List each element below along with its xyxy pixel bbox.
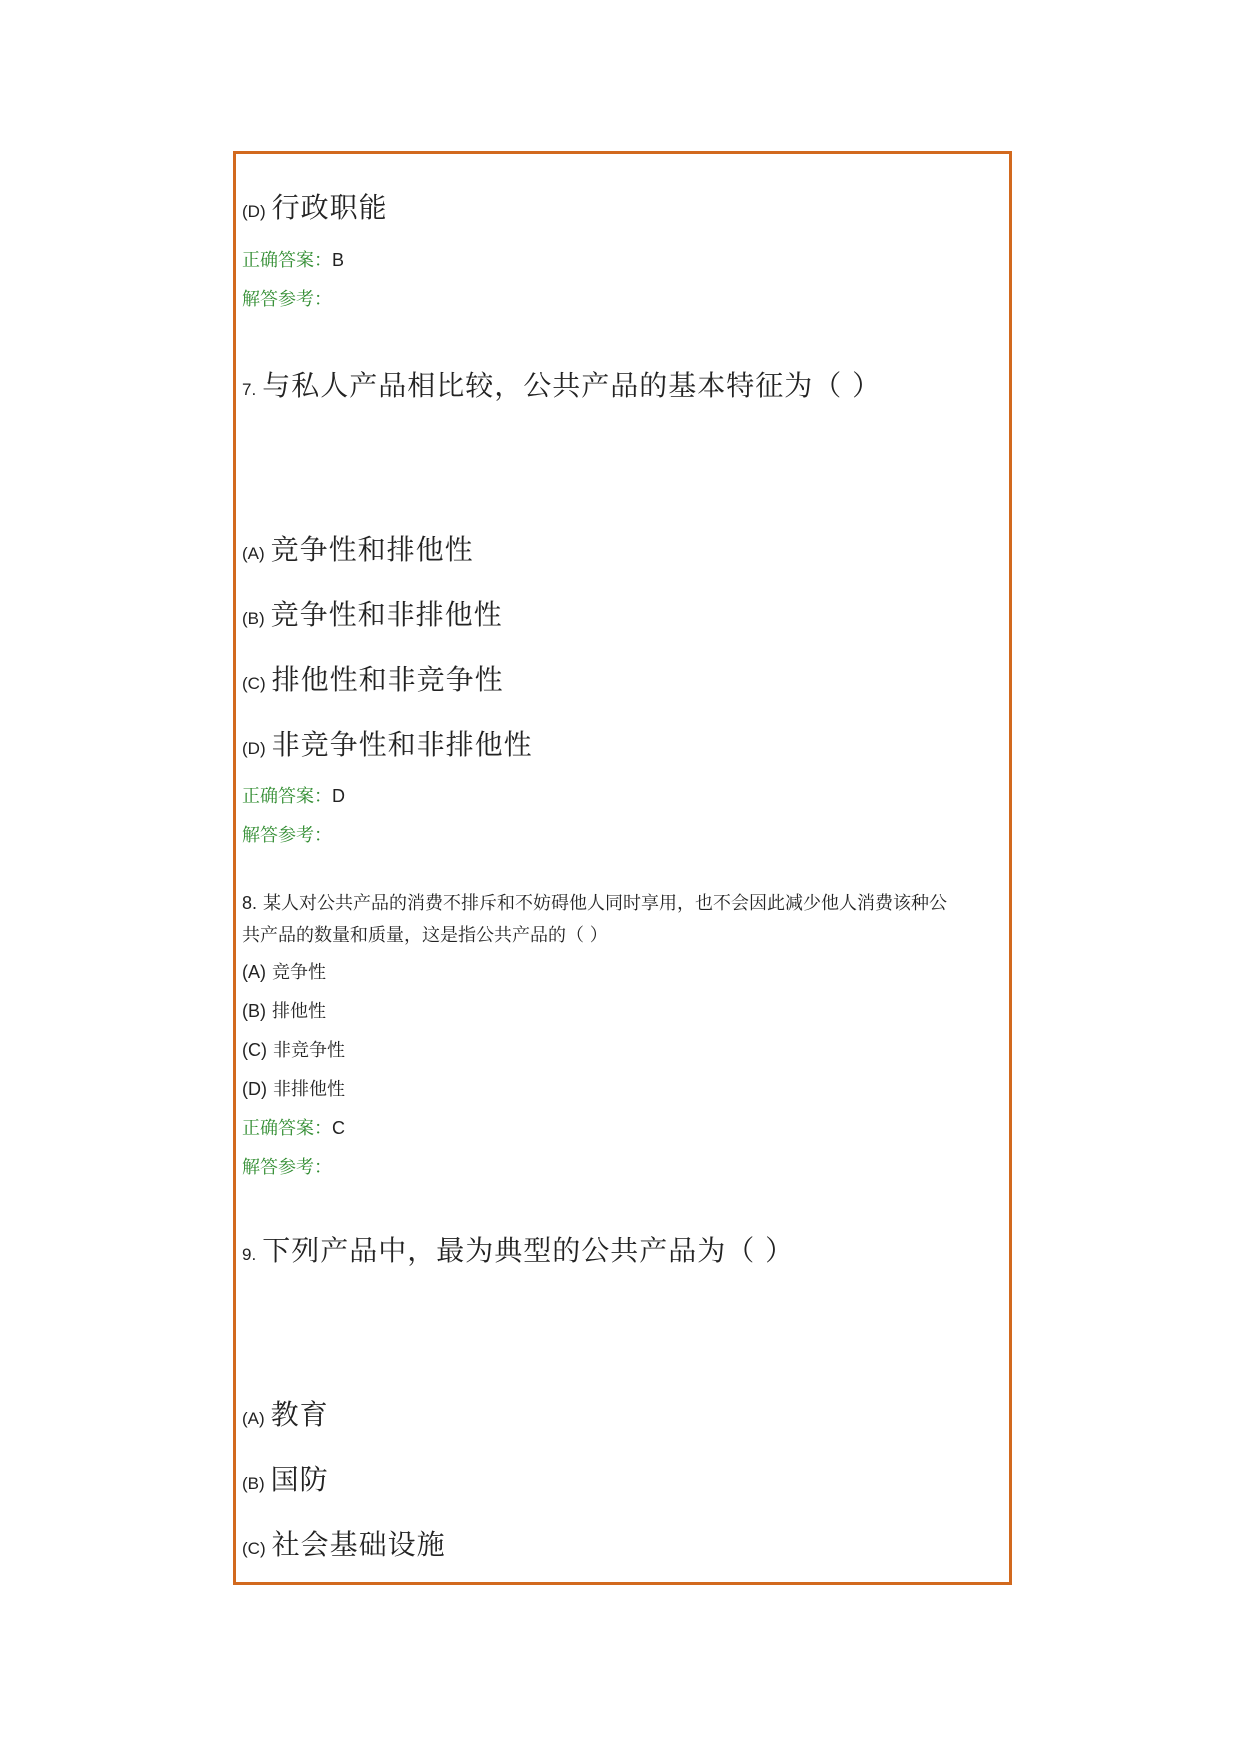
question-number: 7.: [242, 380, 257, 399]
answer-value: B: [332, 250, 345, 270]
option-text: 竞争性和非排他性: [270, 598, 503, 631]
q6-answer: [242, 246, 344, 272]
q9-option-a: [242, 1393, 329, 1433]
option-text: 行政职能: [271, 191, 388, 224]
q9-question: [242, 1229, 794, 1269]
q8-question-line1: [242, 889, 947, 915]
question-text: 与私人产品相比较，公共产品的基本特征为（ ）: [262, 369, 882, 402]
question-text: 共产品的数量和质量，这是指公共产品的（ ）: [242, 925, 608, 946]
reference-label: 解答参考：: [242, 1157, 332, 1178]
q8-question-line2: [242, 921, 608, 947]
option-marker: (B): [242, 1474, 265, 1493]
option-marker: (A): [242, 962, 266, 982]
answer-label: 正确答案：: [242, 1118, 332, 1139]
option-marker: (A): [242, 1409, 265, 1428]
q6-reference: [242, 285, 332, 311]
q7-option-b: [242, 593, 503, 633]
question-text: 某人对公共产品的消费不排斥和不妨碍他人同时享用，也不会因此减少他人消费该种公: [263, 893, 948, 914]
q7-option-a: [242, 528, 474, 568]
question-text: 下列产品中，最为典型的公共产品为（ ）: [262, 1234, 795, 1267]
option-marker: (C): [242, 674, 266, 693]
q7-reference: [242, 821, 332, 847]
answer-label: 正确答案：: [242, 786, 332, 807]
q8-option-c: [242, 1036, 345, 1062]
question-number: 9.: [242, 1245, 257, 1264]
reference-label: 解答参考：: [242, 289, 332, 310]
q7-option-c: [242, 658, 504, 698]
option-marker: (A): [242, 544, 265, 563]
option-marker: (D): [242, 739, 266, 758]
answer-label: 正确答案：: [242, 250, 332, 271]
option-marker: (C): [242, 1539, 266, 1558]
option-marker: (B): [242, 1001, 266, 1021]
q7-question: [242, 364, 881, 404]
option-marker: (D): [242, 1079, 267, 1099]
answer-value: C: [332, 1118, 345, 1138]
q8-answer: [242, 1114, 345, 1140]
answer-value: D: [332, 786, 345, 806]
question-number: 8.: [242, 893, 258, 913]
option-text: 非竞争性和非排他性: [271, 728, 533, 761]
option-marker: (B): [242, 609, 265, 628]
option-text: 排他性和非竞争性: [271, 663, 504, 696]
option-text: 国防: [270, 1463, 329, 1496]
option-text: 排他性: [272, 1001, 326, 1022]
q8-reference: [242, 1153, 332, 1179]
q7-option-d: [242, 723, 533, 763]
option-text: 教育: [270, 1398, 329, 1431]
option-marker: (C): [242, 1040, 267, 1060]
option-marker: (D): [242, 202, 266, 221]
q9-option-c: [242, 1523, 446, 1563]
q8-option-d: [242, 1075, 345, 1101]
q8-option-b: [242, 997, 326, 1023]
q8-option-a: [242, 958, 326, 984]
option-text: 竞争性: [272, 962, 326, 983]
reference-label: 解答参考：: [242, 825, 332, 846]
option-text: 社会基础设施: [271, 1528, 446, 1561]
option-text: 非竞争性: [273, 1040, 345, 1061]
q7-answer: [242, 782, 345, 808]
q9-option-b: [242, 1458, 329, 1498]
option-text: 非排他性: [273, 1079, 345, 1100]
q6-option-d: [242, 186, 388, 226]
option-text: 竞争性和排他性: [270, 533, 474, 566]
